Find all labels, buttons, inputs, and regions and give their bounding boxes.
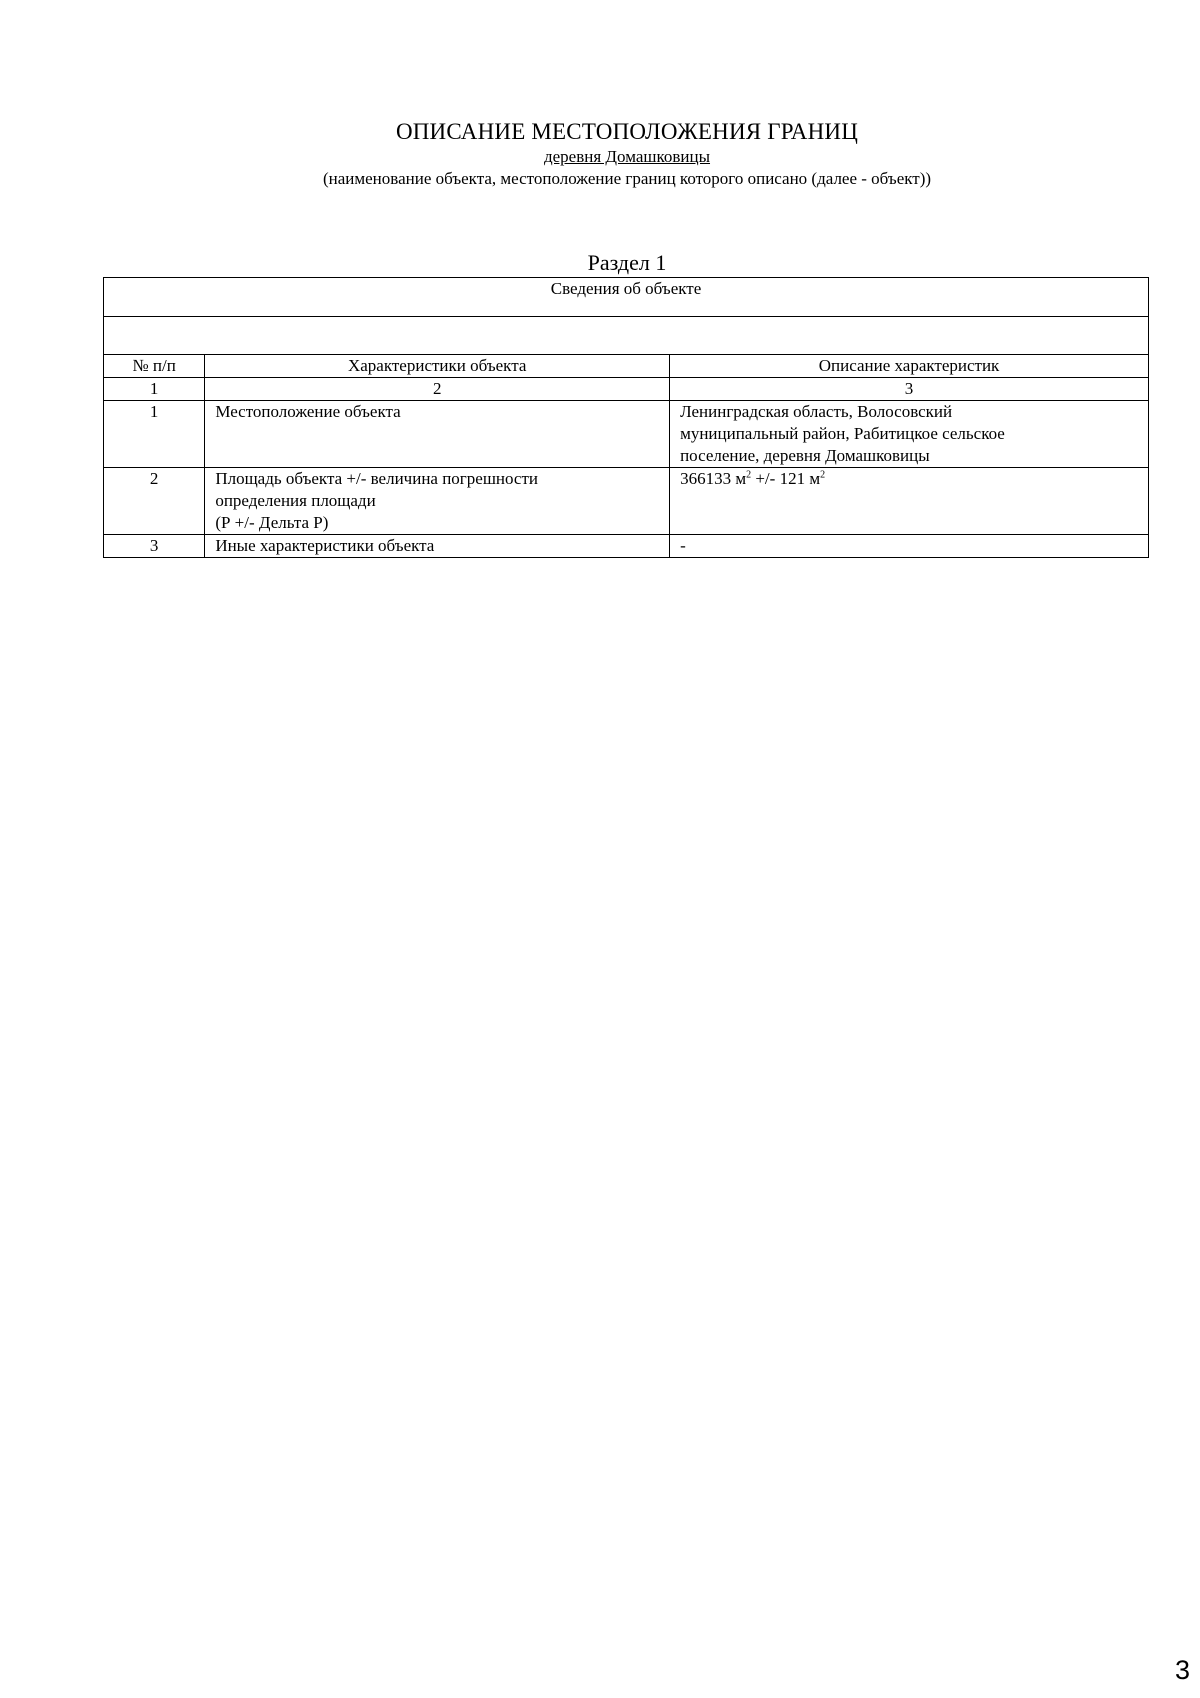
page-number: 3 (1174, 1655, 1190, 1685)
column-numbers-row (104, 378, 1149, 401)
table-empty-row (104, 317, 1149, 355)
characteristic-line: (Р +/- Дельта Р) (215, 513, 329, 532)
row-description (670, 535, 1149, 558)
row-description (670, 468, 1149, 535)
area-separator: +/- (751, 469, 780, 488)
table-caption-row (104, 278, 1149, 317)
row-number: 3 (104, 535, 205, 558)
column-number-3: 3 (670, 378, 1149, 401)
table-caption: Сведения об объекте (104, 278, 1149, 317)
characteristic-line: Иные характеристики объекта (215, 536, 435, 555)
characteristic-line: Площадь объекта +/- величина погрешности (215, 469, 539, 488)
row-description (670, 401, 1149, 468)
table-header-row (104, 355, 1149, 378)
description-line: поселение, деревня Домашковицы (680, 446, 930, 465)
object-info-table (103, 277, 1149, 558)
column-number-1: 1 (104, 378, 205, 401)
area-error-exponent: 2 (820, 469, 826, 481)
description-line: - (680, 536, 686, 555)
area-error: 121 м (779, 469, 821, 488)
column-number-2: 2 (205, 378, 670, 401)
header-characteristic: Характеристики объекта (205, 355, 670, 378)
row-characteristic (205, 535, 670, 558)
row-number: 1 (104, 401, 205, 468)
characteristic-line: Местоположение объекта (215, 402, 401, 421)
row-number: 2 (104, 468, 205, 535)
row-characteristic (205, 401, 670, 468)
table-row (104, 468, 1149, 535)
description-line: муниципальный район, Рабитицкое сельское (680, 424, 1005, 443)
object-name: деревня Домашковицы (543, 147, 711, 166)
area-exponent: 2 (746, 469, 752, 481)
table-empty-cell (104, 317, 1149, 355)
object-caption: (наименование объекта, местоположение границ которого описано (далее - объект)) (322, 169, 932, 188)
section-title: Раздел 1 (587, 250, 667, 275)
table-row (104, 535, 1149, 558)
document-header (0, 118, 1200, 190)
description-line: Ленинградская область, Волосовский (680, 402, 953, 421)
document-title: ОПИСАНИЕ МЕСТОПОЛОЖЕНИЯ ГРАНИЦ (395, 119, 859, 144)
row-characteristic (205, 468, 670, 535)
characteristic-line: определения площади (215, 491, 376, 510)
table-row (104, 401, 1149, 468)
header-description: Описание характеристик (670, 355, 1149, 378)
header-number: № п/п (104, 355, 205, 378)
area-value (680, 468, 1138, 490)
area-amount: 366133 м (680, 469, 747, 488)
